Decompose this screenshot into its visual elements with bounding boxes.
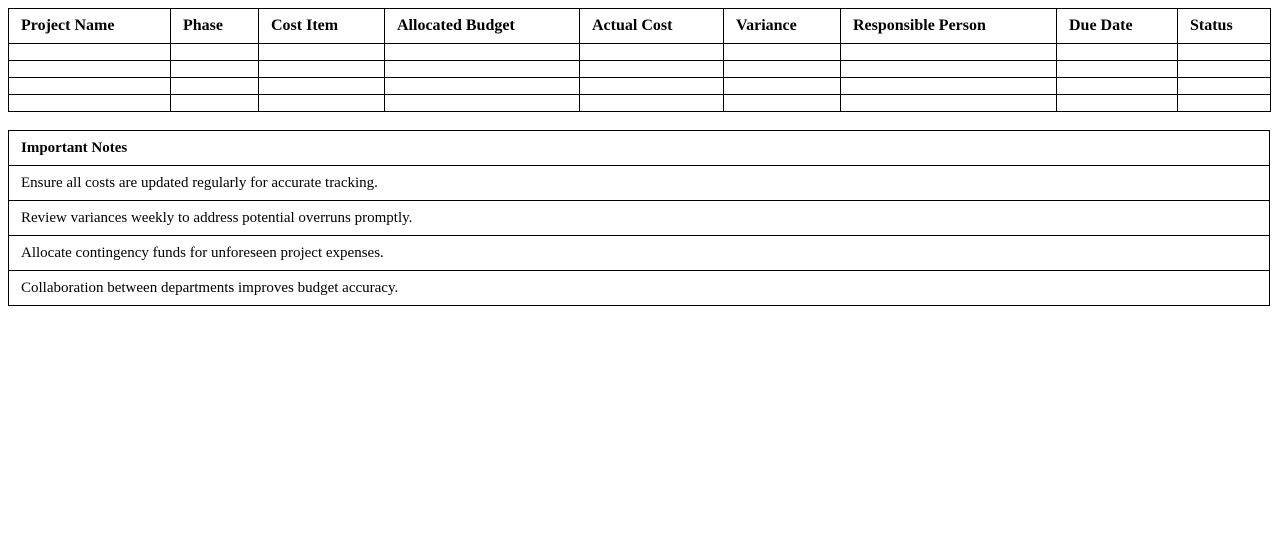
table-row [9, 95, 1271, 112]
cell-project-name[interactable] [9, 78, 171, 95]
list-item [9, 166, 1270, 201]
note-text: Collaboration between departments improves budget accuracy. [9, 271, 1270, 306]
cell-cost-item[interactable] [259, 61, 385, 78]
cell-responsible-person[interactable] [841, 61, 1057, 78]
cell-actual-cost[interactable] [580, 78, 724, 95]
cell-project-name[interactable] [9, 61, 171, 78]
table-row [9, 61, 1271, 78]
header-cost-item: Cost Item [259, 9, 385, 44]
cell-cost-item[interactable] [259, 95, 385, 112]
cell-variance[interactable] [724, 95, 841, 112]
header-responsible-person: Responsible Person [841, 9, 1057, 44]
cell-due-date[interactable] [1057, 78, 1178, 95]
list-item [9, 201, 1270, 236]
cell-allocated-budget[interactable] [385, 95, 580, 112]
cell-responsible-person[interactable] [841, 44, 1057, 61]
note-text: Review variances weekly to address potential overruns promptly. [9, 201, 1270, 236]
cell-phase[interactable] [171, 61, 259, 78]
list-item [9, 271, 1270, 306]
cell-due-date[interactable] [1057, 95, 1178, 112]
header-variance: Variance [724, 9, 841, 44]
cell-cost-item[interactable] [259, 44, 385, 61]
cell-variance[interactable] [724, 78, 841, 95]
cell-cost-item[interactable] [259, 78, 385, 95]
cell-project-name[interactable] [9, 95, 171, 112]
cell-phase[interactable] [171, 95, 259, 112]
cell-status[interactable] [1178, 78, 1271, 95]
notes-header-row [9, 131, 1270, 166]
important-notes-table [8, 130, 1270, 306]
cell-status[interactable] [1178, 61, 1271, 78]
cell-phase[interactable] [171, 44, 259, 61]
cell-actual-cost[interactable] [580, 95, 724, 112]
budget-table [8, 8, 1271, 112]
header-status: Status [1178, 9, 1271, 44]
cell-allocated-budget[interactable] [385, 44, 580, 61]
cell-actual-cost[interactable] [580, 44, 724, 61]
header-actual-cost: Actual Cost [580, 9, 724, 44]
cell-project-name[interactable] [9, 44, 171, 61]
cell-variance[interactable] [724, 44, 841, 61]
header-due-date: Due Date [1057, 9, 1178, 44]
note-text: Allocate contingency funds for unforeseen project expenses. [9, 236, 1270, 271]
header-project-name: Project Name [9, 9, 171, 44]
budget-header-row [9, 9, 1271, 44]
cell-status[interactable] [1178, 95, 1271, 112]
cell-variance[interactable] [724, 61, 841, 78]
cell-responsible-person[interactable] [841, 95, 1057, 112]
list-item [9, 236, 1270, 271]
notes-title: Important Notes [9, 131, 1270, 166]
table-row [9, 78, 1271, 95]
cell-due-date[interactable] [1057, 44, 1178, 61]
cell-allocated-budget[interactable] [385, 61, 580, 78]
cell-phase[interactable] [171, 78, 259, 95]
cell-status[interactable] [1178, 44, 1271, 61]
cell-allocated-budget[interactable] [385, 78, 580, 95]
note-text: Ensure all costs are updated regularly for accurate tracking. [9, 166, 1270, 201]
header-phase: Phase [171, 9, 259, 44]
cell-actual-cost[interactable] [580, 61, 724, 78]
table-row [9, 44, 1271, 61]
cell-responsible-person[interactable] [841, 78, 1057, 95]
header-allocated-budget: Allocated Budget [385, 9, 580, 44]
cell-due-date[interactable] [1057, 61, 1178, 78]
